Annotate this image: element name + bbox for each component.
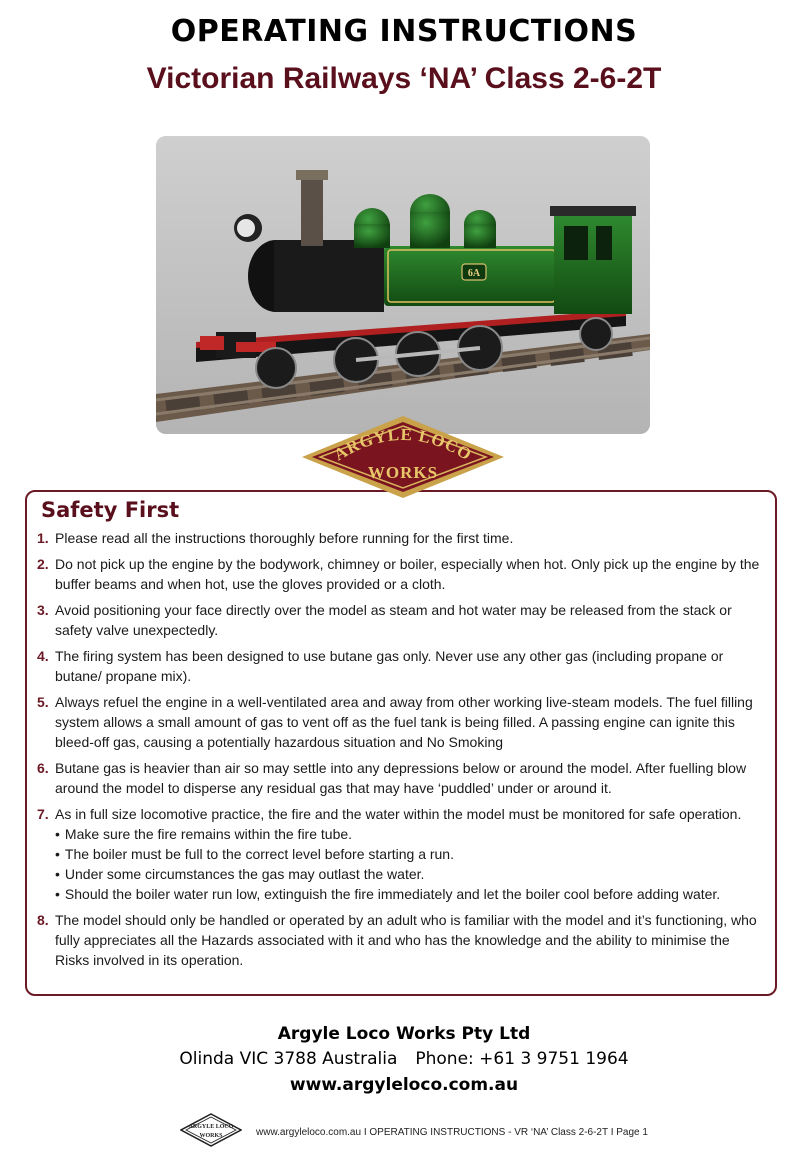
- sub-bullet: • Make sure the fire remains within the fire tube.: [55, 824, 767, 844]
- item-number: 2.: [37, 556, 49, 572]
- item-text: The firing system has been designed to use butane gas only. Never use any other gas (including propane or butane/ propane mix).: [55, 648, 724, 684]
- footer-logo-text-bottom: WORKS: [199, 1133, 223, 1139]
- company-website-link[interactable]: www.argyleloco.com.au: [289, 1075, 519, 1095]
- safety-first-panel: [25, 490, 777, 996]
- logo-text-top: ARGYLE LOCO: [330, 424, 476, 465]
- company-name: Argyle Loco Works Pty Ltd: [277, 1024, 531, 1044]
- logo-text-bottom: WORKS: [367, 463, 439, 482]
- item-text: Always refuel the engine in a well-ventilated area and away from other working live-steam models. The fuel filling system allows a small amount of gas to vent off as the fuel tank is being filled. A passing engine can ignite this bleed-off gas, causing a potentially hazardous situation and No Smoking: [55, 694, 753, 750]
- locomotive-illustration: [156, 136, 650, 434]
- footer-logo-text-top: ARGYLE LOCO: [188, 1124, 234, 1130]
- sub-bullet: • Should the boiler water run low, extinguish the fire immediately and let the boiler cool before adding water.: [55, 884, 767, 904]
- sub-bullet: • Under some circumstances the gas may outlast the water.: [55, 864, 767, 884]
- item-number: 7.: [37, 806, 49, 822]
- safety-item: [37, 758, 767, 798]
- item-number: 1.: [37, 530, 49, 546]
- item-text: Avoid positioning your face directly over the model as steam and hot water may be released from the stack or safety valve unexpectedly.: [55, 602, 732, 638]
- engine-number: 6A: [467, 268, 481, 279]
- item-text: Do not pick up the engine by the bodywork, chimney or boiler, especially when hot. Only pick up the engine by the buffer beams and when hot, use the gloves provided or a cloth.: [55, 556, 760, 592]
- safety-item: [37, 528, 767, 548]
- item-number: 6.: [37, 760, 49, 776]
- item-number: 4.: [37, 648, 49, 664]
- footer-logo: [180, 1113, 242, 1147]
- company-location: Olinda VIC 3788 Australia: [179, 1049, 398, 1069]
- safety-list: [37, 528, 767, 976]
- item-number: 5.: [37, 694, 49, 710]
- safety-item: [37, 646, 767, 686]
- item-number: 8.: [37, 912, 49, 928]
- item-text: Butane gas is heavier than air so may settle into any depressions below or around the model. After fuelling blow around the model to disperse any residual gas that may have ‘puddled’ under or around it.: [55, 760, 747, 796]
- item-text: Please read all the instructions thoroughly before running for the first time.: [55, 530, 514, 546]
- safety-item: [37, 804, 767, 904]
- item-number: 3.: [37, 602, 49, 618]
- document-title: OPERATING INSTRUCTIONS: [170, 14, 638, 49]
- company-phone: Phone: +61 3 9751 1964: [415, 1049, 629, 1069]
- item-text: The model should only be handled or operated by an adult who is familiar with the model and it’s functioning, who fully appreciates all the Hazards associated with it and who has the knowledge and the ability to minimise the Risks involved in its operation.: [55, 912, 757, 968]
- locomotive-photo: [156, 136, 650, 434]
- safety-item: [37, 600, 767, 640]
- sub-bullet: • The boiler must be full to the correct level before starting a run.: [55, 844, 767, 864]
- document-subtitle: Victorian Railways ‘NA’ Class 2-6-2T: [146, 62, 662, 95]
- footer-text: www.argyleloco.com.au I OPERATING INSTRUCTIONS - VR ‘NA’ Class 2-6-2T I Page 1: [256, 1127, 648, 1138]
- item-text: As in full size locomotive practice, the fire and the water within the model must be monitored for safe operation.: [55, 806, 742, 822]
- safety-item: [37, 910, 767, 970]
- safety-item: [37, 554, 767, 594]
- safety-title: Safety First: [41, 498, 180, 522]
- company-address: [0, 1049, 808, 1069]
- safety-item: [37, 692, 767, 752]
- argyle-loco-works-logo: [300, 414, 506, 500]
